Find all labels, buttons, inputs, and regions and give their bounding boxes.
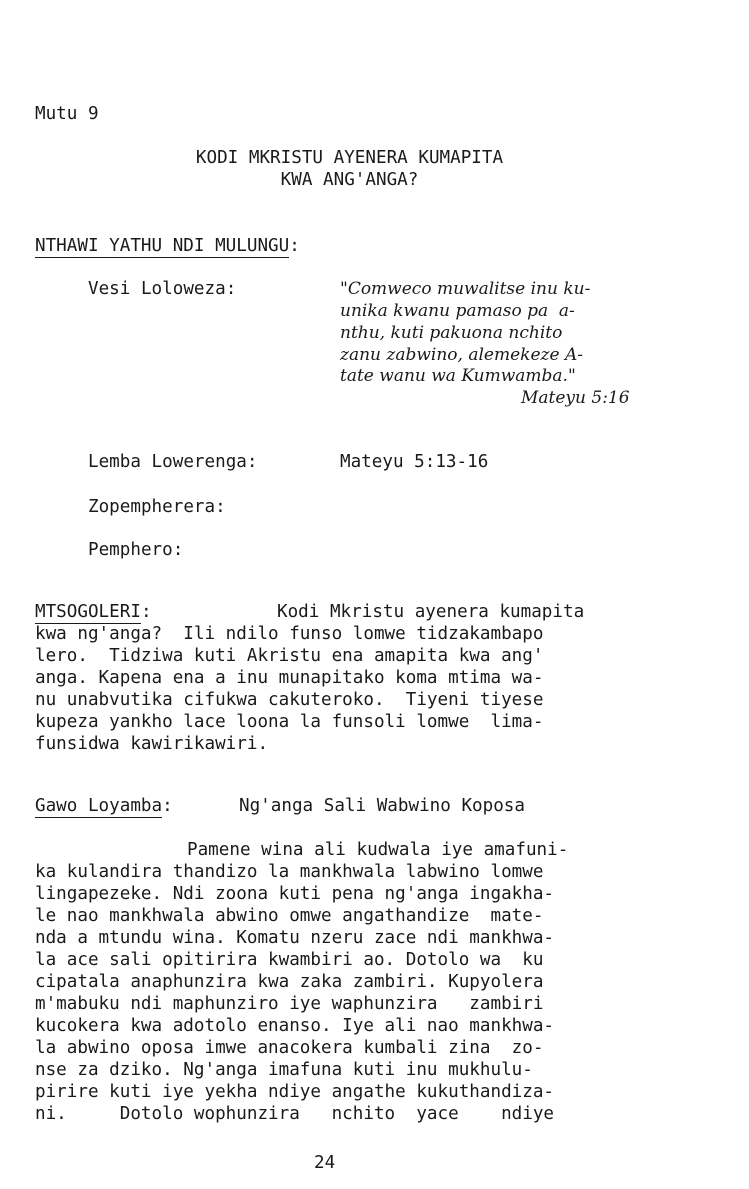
paragraph-line: kucokera kwa adotolo enanso. Iye ali nao mankhwa- (35, 1016, 555, 1036)
page-number: 24 (314, 1153, 336, 1173)
paragraph-line: m'mabuku ndi maphunziro iye waphunzira zambiri (35, 994, 544, 1014)
section-heading-text: NTHAWI YATHU NDI MULUNGU (35, 236, 290, 256)
prayer-topics-label: Zopempherera: (88, 497, 226, 517)
prayer-label: Pemphero: (88, 540, 184, 560)
intro-label (35, 602, 152, 622)
paragraph-line: kupeza yankho lace loona la funsoli lomwe lima- (35, 712, 544, 732)
intro-label-text: MTSOGOLERI (35, 602, 141, 622)
paragraph-line: nda a mtundu wina. Komatu nzeru zace ndi mankhwa- (35, 928, 555, 948)
paragraph-line: nu unabvutika cifukwa cakuteroko. Tiyeni tiyese (35, 690, 544, 710)
memory-verse-label: Vesi Loloweza: (88, 279, 237, 299)
section-heading-colon: : (289, 236, 300, 256)
paragraph-line: pirire kuti iye yekha ndiye angathe kukuthandiza- (35, 1082, 555, 1102)
paragraph-line: la abwino oposa imwe anacokera kumbali zina zo- (35, 1038, 544, 1058)
paragraph-line: lero. Tidziwa kuti Akristu ena amapita kwa ang' (35, 646, 544, 666)
paragraph-line: anga. Kapena ena a inu munapitako koma mtima wa- (35, 668, 544, 688)
section-heading (35, 236, 300, 256)
paragraph-line: funsidwa kawirikawiri. (35, 734, 269, 754)
memory-verse-line: "Comweco muwalitse inu ku- (340, 279, 591, 299)
paragraph-line: cipatala anaphunzira kwa zaka zambiri. Kupyolera (35, 972, 544, 992)
chapter-label: Mutu 9 (35, 104, 99, 124)
paragraph-line: nse za dziko. Ng'anga imafuna kuti inu mukhulu- (35, 1060, 533, 1080)
intro-first-line: Kodi Mkristu ayenera kumapita (277, 602, 585, 622)
paragraph-line: le nao mankhwala abwino omwe angathandize mate- (35, 906, 544, 926)
paragraph-line: lingapezeke. Ndi zoona kuti pena ng'anga ingakha- (35, 884, 555, 904)
paragraph-line: la ace sali opitirira kwambiri ao. Dotolo wa ku (35, 950, 544, 970)
reading-value: Mateyu 5:13-16 (340, 452, 489, 472)
part-one-title: Ng'anga Sali Wabwino Koposa (239, 796, 525, 816)
intro-label-colon: : (140, 602, 152, 622)
part-one-label (35, 796, 173, 816)
page-title-line-2: KWA ANG'ANGA? (280, 170, 419, 190)
paragraph-line: kwa ng'anga? Ili ndilo funso lomwe tidzakambapo (35, 624, 544, 644)
part-one-label-text: Gawo Loyamba (35, 796, 163, 816)
reading-label: Lemba Lowerenga: (88, 452, 258, 472)
part-one-label-colon: : (162, 796, 173, 816)
paragraph-line: ni. Dotolo wophunzira nchito yace ndiye (35, 1104, 555, 1124)
part-one-first-line: Pamene wina ali kudwala iye amafuni- (187, 840, 569, 860)
memory-verse-reference: Mateyu 5:16 (521, 388, 630, 408)
page-title-line-1: KODI MKRISTU AYENERA KUMAPITA (195, 148, 504, 168)
memory-verse-line: unika kwanu pamaso pa a- (340, 301, 575, 321)
memory-verse-line: zanu zabwino, alemekeze A- (340, 345, 583, 365)
memory-verse-line: nthu, kuti pakuona nchito (340, 323, 563, 343)
paragraph-line: ka kulandira thandizo la mankhwala labwino lomwe (35, 862, 544, 882)
memory-verse-line: tate wanu wa Kumwamba." (340, 366, 576, 386)
